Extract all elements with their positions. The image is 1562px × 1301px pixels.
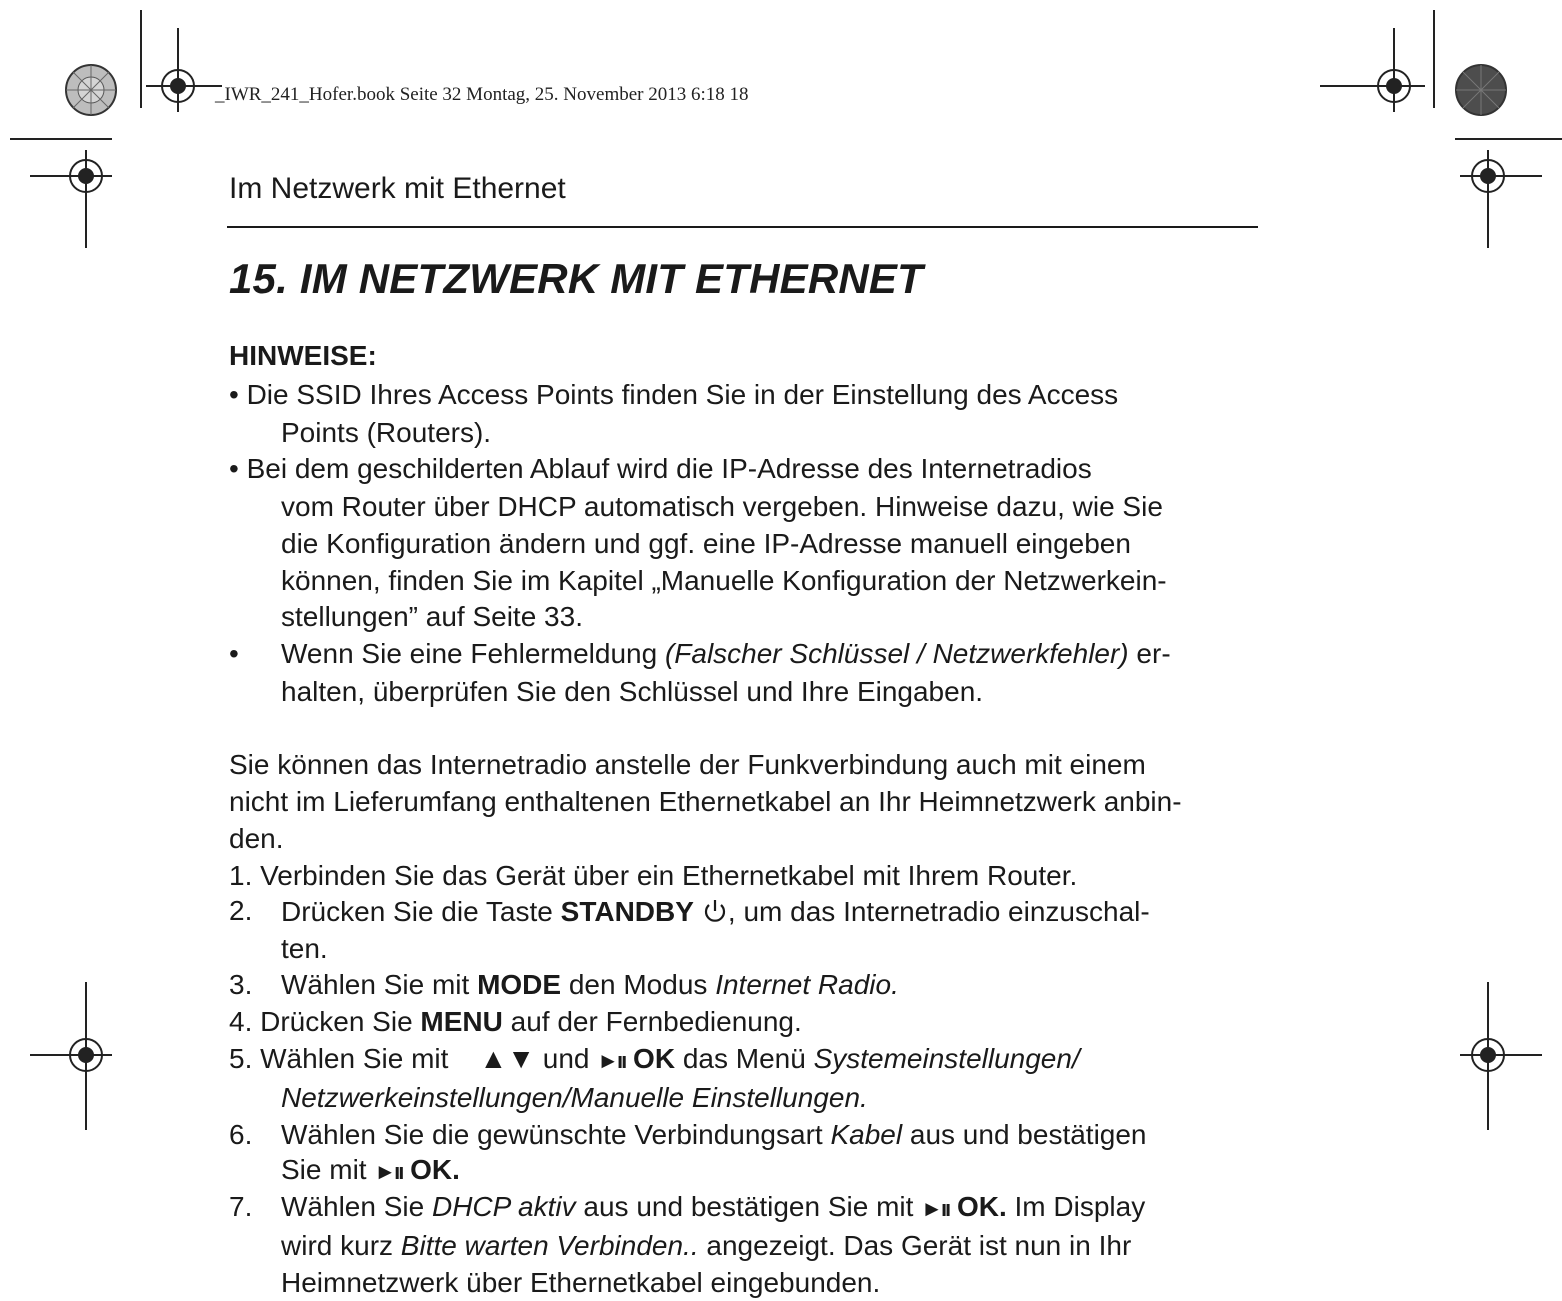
intro-line-1: Sie können das Internetradio anstelle der Funkverbindung auch mit einem [229, 749, 1146, 780]
step-3-line: Wählen Sie mit MODE den Modus Internet Radio. [281, 969, 899, 1000]
step-2-number: 2. [229, 895, 253, 926]
hint-1-line-2: Points (Routers). [281, 417, 492, 448]
running-header: Im Netzwerk mit Ethernet [229, 172, 566, 205]
registration-mark-top-left [146, 28, 222, 112]
step-6-line-2: Sie mit ►ıı OK. [281, 1154, 460, 1185]
step-6-number: 6. [229, 1119, 253, 1150]
header-rule [227, 226, 1258, 228]
step-2-line-2: ten. [281, 933, 328, 964]
chapter-title: 15. IM NETZWERK MIT ETHERNET [229, 255, 923, 302]
color-registration-wheel-left [66, 65, 116, 115]
registration-mark-right-upper [1460, 150, 1542, 248]
registration-mark-left-lower [30, 982, 112, 1130]
hint-2-line-5: stellungen” auf Seite 33. [281, 601, 583, 632]
hint-3-bullet: • [229, 638, 239, 669]
step-7-line-3: Heimnetzwerk über Ethernetkabel eingebunden. [281, 1267, 881, 1298]
step-7-line-2: wird kurz Bitte warten Verbinden.. angezeigt. Das Gerät ist nun in Ihr [281, 1230, 1132, 1261]
up-down-arrows-icon: ▲▼ [479, 1043, 535, 1074]
intro-line-3: den. [229, 823, 284, 854]
hints-heading: HINWEISE: [229, 340, 377, 371]
print-slug-line: _IWR_241_Hofer.book Seite 32 Montag, 25. November 2013 6:18 18 [215, 84, 749, 105]
step-4-line: 4. Drücken Sie MENU auf der Fernbedienung. [229, 1006, 802, 1037]
step-6-line-1: Wählen Sie die gewünschte Verbindungsart Kabel aus und bestätigen [281, 1119, 1147, 1150]
hint-3-line-2: halten, überprüfen Sie den Schlüssel und Ihre Eingaben. [281, 676, 984, 707]
step-1: 1. Verbinden Sie das Gerät über ein Ethernetkabel mit Ihrem Router. [229, 860, 1078, 891]
hint-1-line-1: • Die SSID Ihres Access Points finden Sie in der Einstellung des Access [229, 379, 1119, 410]
step-5-line-1: 5. Wählen Sie mit ▲▼ und ►ıı OK das Menü Systemeinstellungen/ [229, 1043, 1080, 1074]
play-pause-icon: ►ıı [921, 1196, 950, 1221]
hint-2-line-1: • Bei dem geschilderten Ablauf wird die IP-Adresse des Internetradios [229, 453, 1092, 484]
hint-2-line-4: können, finden Sie im Kapitel „Manuelle Konfiguration der Netzwerkein- [281, 565, 1167, 596]
power-icon [702, 897, 728, 925]
play-pause-icon: ►ıı [597, 1048, 626, 1073]
step-7-line-1: Wählen Sie DHCP aktiv aus und bestätigen Sie mit ►ıı OK. Im Display [281, 1191, 1146, 1222]
step-2-line-1: Drücken Sie die Taste STANDBY , um das Internetradio einzuschal- [281, 896, 1150, 927]
registration-mark-right-lower [1460, 982, 1542, 1130]
hint-2-line-2: vom Router über DHCP automatisch vergeben. Hinweise dazu, wie Sie [281, 491, 1163, 522]
registration-mark-top-right [1320, 28, 1425, 112]
step-3-number: 3. [229, 969, 253, 1000]
intro-line-2: nicht im Lieferumfang enthaltenen Ethernetkabel an Ihr Heimnetzwerk anbin- [229, 786, 1182, 817]
play-pause-icon: ►ıı [374, 1159, 403, 1184]
registration-mark-left-upper [30, 150, 112, 248]
hint-2-line-3: die Konfiguration ändern und ggf. eine IP-Adresse manuell eingeben [281, 528, 1131, 559]
color-registration-wheel-right [1456, 65, 1506, 115]
step-5-line-2: Netzwerkeinstellungen/Manuelle Einstellungen. [281, 1082, 868, 1113]
hint-3-line-1: Wenn Sie eine Fehlermeldung (Falscher Schlüssel / Netzwerkfehler) er- [281, 638, 1171, 669]
step-7-number: 7. [229, 1191, 253, 1222]
